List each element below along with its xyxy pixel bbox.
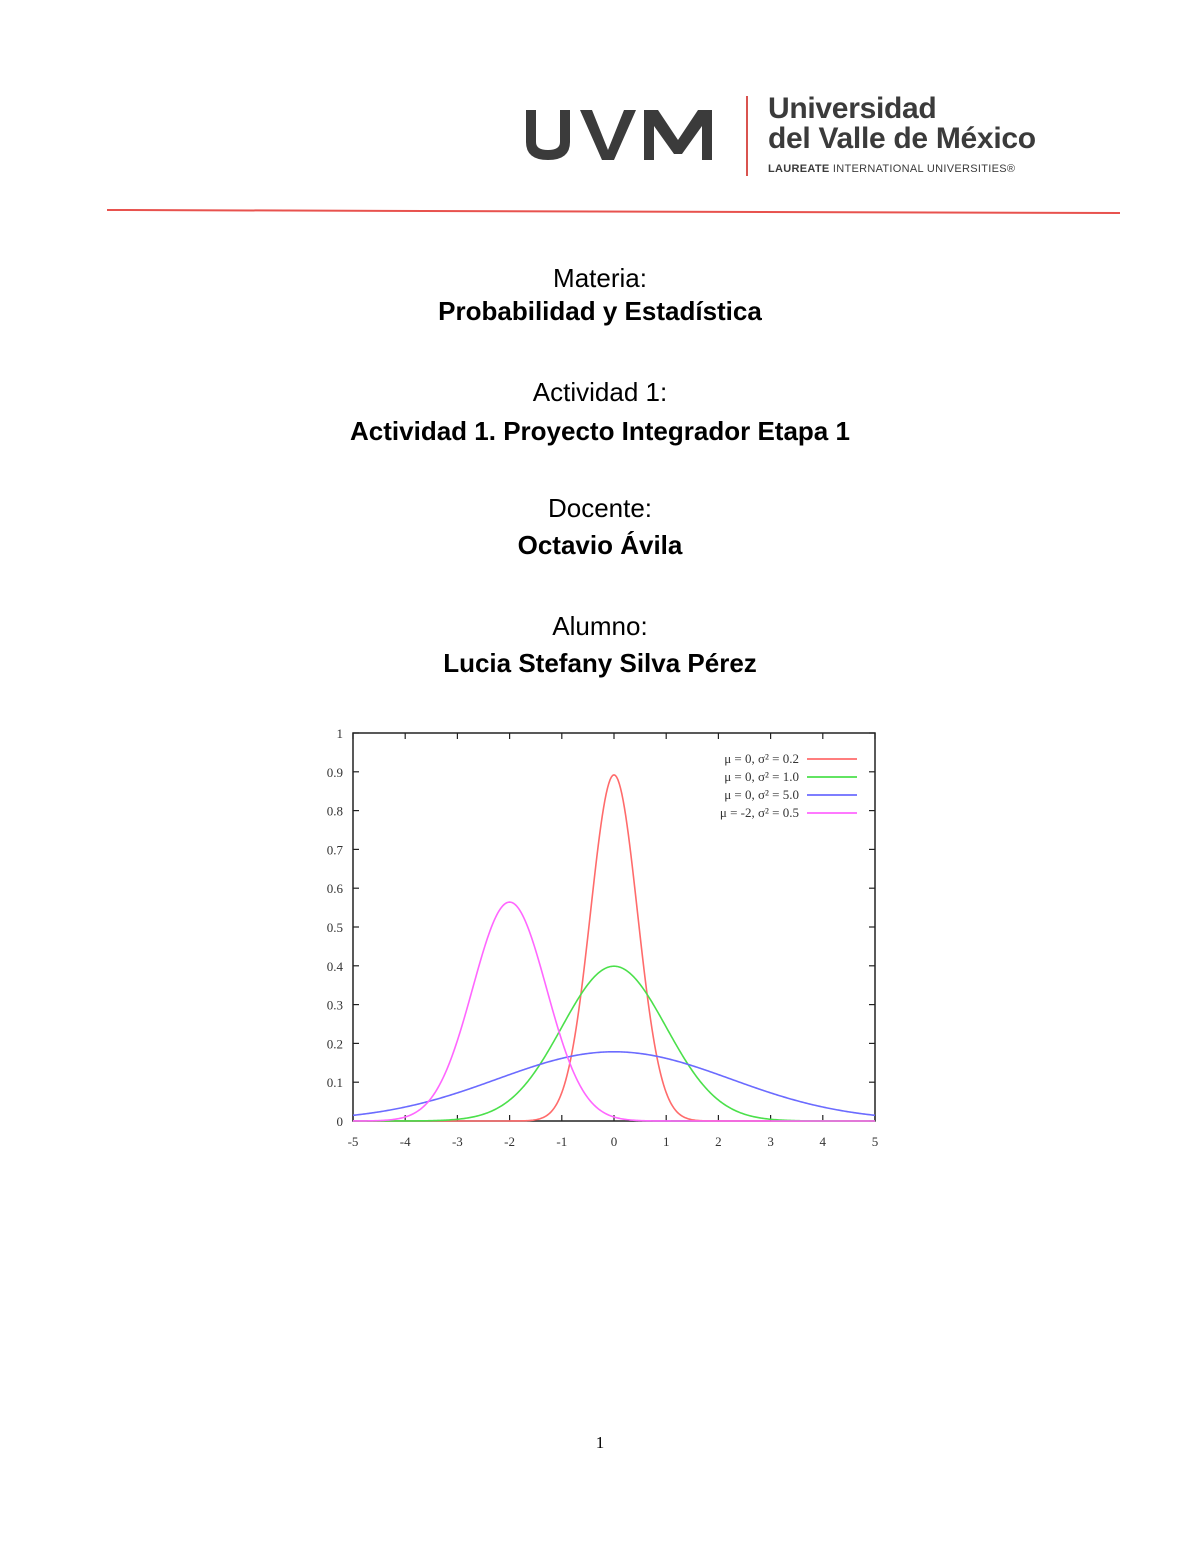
series-line-1 bbox=[353, 775, 875, 1121]
logo-name-line2: del Valle de México bbox=[768, 122, 1036, 155]
series-line-3 bbox=[353, 1052, 875, 1116]
y-tick-label: 0.1 bbox=[326, 1075, 343, 1091]
student-value: Lucia Stefany Silva Pérez bbox=[443, 648, 757, 678]
y-tick-label: 0.3 bbox=[326, 997, 343, 1013]
activity-label: Actividad 1: bbox=[532, 377, 668, 407]
y-tick-label: 0.2 bbox=[326, 1036, 343, 1052]
x-tick-label: 5 bbox=[871, 1134, 879, 1149]
legend-label-1: μ = 0, σ² = 0.2 bbox=[724, 751, 799, 766]
x-tick-label: -4 bbox=[399, 1134, 411, 1149]
normal-distribution-chart bbox=[310, 718, 890, 1158]
university-logo bbox=[520, 92, 1040, 184]
series-line-4 bbox=[353, 902, 875, 1121]
activity-section bbox=[0, 376, 1200, 448]
legend-label-4: μ = -2, σ² = 0.5 bbox=[719, 805, 799, 820]
y-tick-label: 0 bbox=[336, 1114, 343, 1129]
teacher-value: Octavio Ávila bbox=[517, 530, 683, 560]
x-tick-label: 1 bbox=[662, 1134, 670, 1149]
y-tick-label: 0.6 bbox=[326, 881, 343, 897]
x-tick-label: -3 bbox=[451, 1134, 463, 1149]
y-tick-label: 0.9 bbox=[326, 764, 343, 780]
x-tick-label: -5 bbox=[347, 1134, 359, 1149]
header-rule bbox=[107, 209, 1120, 214]
x-tick-label: -1 bbox=[556, 1134, 568, 1149]
x-tick-label: 4 bbox=[819, 1134, 827, 1149]
student-section bbox=[0, 610, 1200, 680]
logo-divider bbox=[746, 96, 748, 176]
x-tick-label: -2 bbox=[504, 1134, 516, 1149]
x-tick-label: 2 bbox=[715, 1134, 722, 1149]
y-tick-label: 0.4 bbox=[326, 958, 343, 974]
subject-value: Probabilidad y Estadística bbox=[438, 296, 762, 326]
x-tick-label: 0 bbox=[610, 1134, 618, 1149]
logo-tag-rest: INTERNATIONAL UNIVERSITIES® bbox=[829, 163, 1016, 175]
subject-section bbox=[0, 262, 1200, 328]
logo-name-line1: Universidad bbox=[768, 92, 937, 125]
uvm-logo-mark bbox=[520, 102, 730, 166]
x-tick-label: 3 bbox=[767, 1134, 774, 1149]
y-tick-label: 0.7 bbox=[326, 842, 343, 858]
page-number: 1 bbox=[595, 1433, 605, 1452]
subject-label: Materia: bbox=[553, 263, 647, 293]
y-tick-label: 1 bbox=[336, 726, 343, 741]
y-tick-label: 0.5 bbox=[326, 920, 343, 935]
student-label: Alumno: bbox=[552, 611, 648, 641]
y-tick-label: 0.8 bbox=[326, 803, 343, 819]
legend-label-2: μ = 0, σ² = 1.0 bbox=[724, 769, 799, 784]
logo-tagline bbox=[768, 162, 1015, 176]
legend-label-3: μ = 0, σ² = 5.0 bbox=[724, 787, 799, 802]
activity-value: Actividad 1. Proyecto Integrador Etapa 1 bbox=[350, 416, 850, 446]
logo-tag-bold: LAUREATE bbox=[768, 163, 830, 175]
teacher-section bbox=[0, 492, 1200, 562]
teacher-label: Docente: bbox=[547, 493, 653, 523]
